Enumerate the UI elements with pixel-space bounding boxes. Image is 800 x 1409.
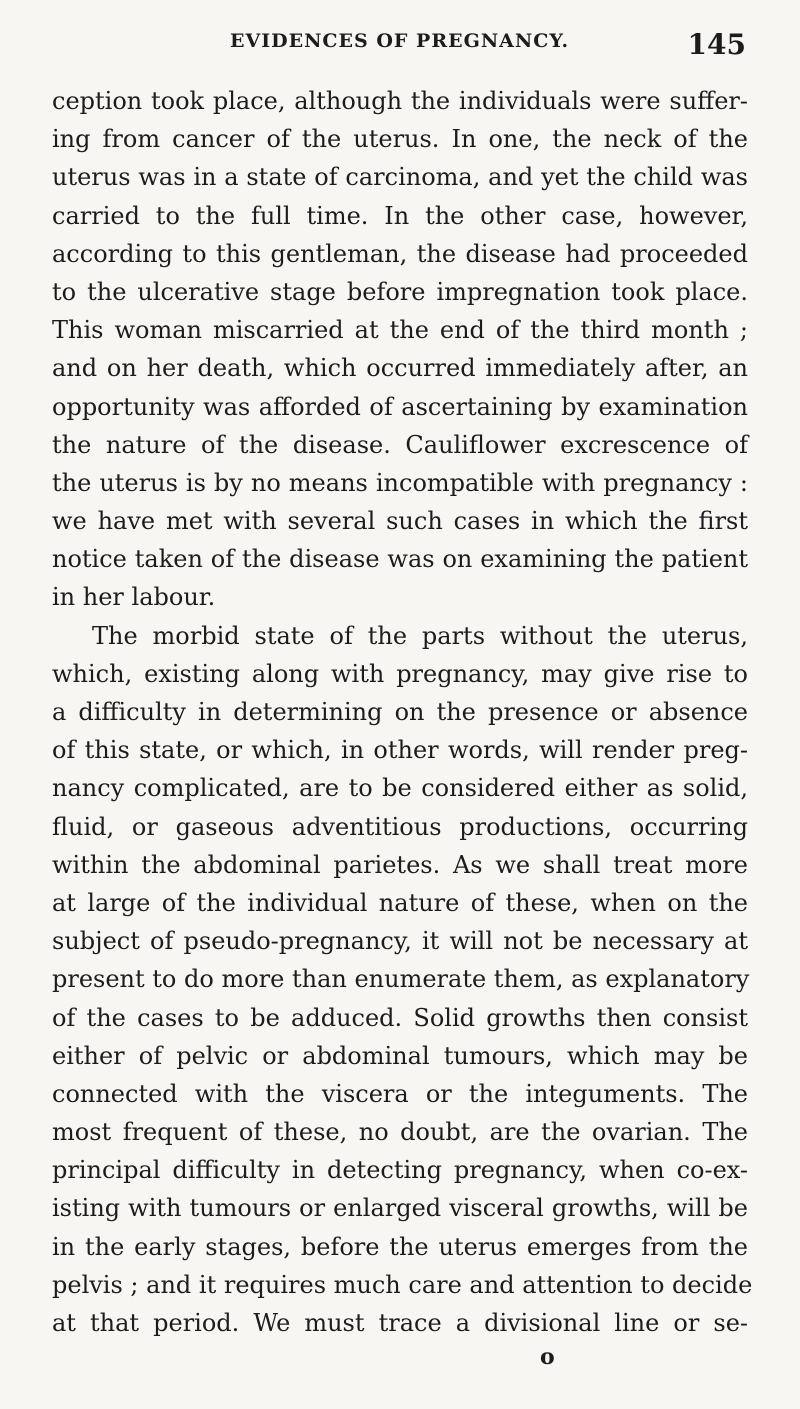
text-line: at that period. We must trace a divisional line or se- bbox=[52, 1309, 748, 1337]
page-number: 145 bbox=[687, 28, 746, 61]
text-line: and on her death, which occurred immediately after, an bbox=[52, 354, 748, 383]
text-line: according to this gentleman, the disease had proceeded bbox=[52, 239, 748, 268]
text-line: isting with tumours or enlarged visceral growths, will be bbox=[52, 1194, 748, 1223]
text-line: notice taken of the disease was on examining the patient bbox=[52, 545, 748, 574]
running-head bbox=[52, 28, 748, 68]
text-line: opportunity was afforded of ascertaining by examination bbox=[52, 392, 748, 421]
text-line: a difficulty in determining on the presence or absence bbox=[52, 698, 748, 726]
text-line: of the cases to be adduced. Solid growths then consist bbox=[52, 1003, 748, 1032]
running-head-title: EVIDENCES OF PREGNANCY. bbox=[230, 30, 570, 52]
text-line: the uterus is by no means incompatible with pregnancy : bbox=[52, 468, 748, 497]
text-line: fluid, or gaseous adventitious productions, occurring bbox=[52, 812, 748, 841]
text-line: to the ulcerative stage before impregnation took place. bbox=[52, 277, 748, 306]
text-line: principal difficulty in detecting pregnancy, when co-ex- bbox=[52, 1156, 748, 1185]
text-line: of this state, or which, in other words, will render preg- bbox=[52, 736, 748, 765]
paragraph-2 bbox=[52, 617, 753, 1343]
body-text bbox=[52, 82, 753, 1342]
text-line: at large of the individual nature of these, when on the bbox=[52, 888, 748, 917]
text-line: connected with the viscera or the integuments. The bbox=[52, 1079, 748, 1108]
text-line: nancy complicated, are to be considered either as solid, bbox=[52, 774, 748, 803]
text-line: pelvis ; and it requires much care and attention to decide bbox=[52, 1270, 753, 1299]
text-line: which, existing along with pregnancy, may give rise to bbox=[52, 659, 748, 688]
text-line: in her labour. bbox=[52, 583, 216, 612]
text-line: uterus was in a state of carcinoma, and yet the child was bbox=[52, 163, 748, 192]
text-line: we have met with several such cases in which the first bbox=[52, 507, 748, 536]
text-line: most frequent of these, no doubt, are the ovarian. The bbox=[52, 1118, 748, 1147]
signature-mark: o bbox=[540, 1344, 555, 1370]
text-line: present to do more than enumerate them, as explanatory bbox=[52, 965, 750, 994]
paragraph-1 bbox=[52, 82, 748, 617]
text-line: The morbid state of the parts without the uterus, bbox=[92, 621, 748, 650]
text-line: within the abdominal parietes. As we shall treat more bbox=[52, 850, 748, 879]
text-line: This woman miscarried at the end of the third month ; bbox=[52, 316, 748, 345]
text-line: ception took place, although the individuals were suffer- bbox=[52, 87, 748, 115]
text-line: either of pelvic or abdominal tumours, which may be bbox=[52, 1041, 748, 1070]
text-line: subject of pseudo-pregnancy, it will not be necessary at bbox=[52, 927, 748, 956]
text-line: ing from cancer of the uterus. In one, the neck of the bbox=[52, 125, 748, 154]
text-line: carried to the full time. In the other case, however, bbox=[52, 201, 748, 230]
text-line: in the early stages, before the uterus emerges from the bbox=[52, 1232, 748, 1261]
text-line: the nature of the disease. Cauliflower excrescence of bbox=[52, 430, 748, 459]
